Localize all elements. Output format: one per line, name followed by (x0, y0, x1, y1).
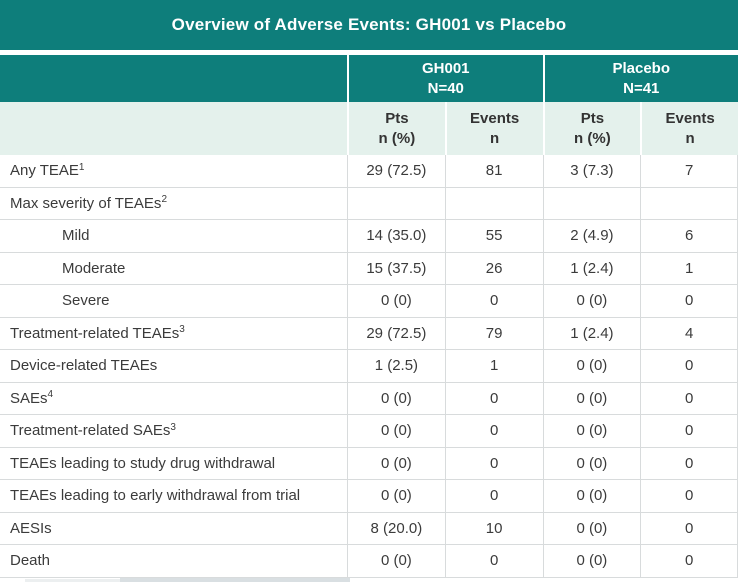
value-cell (543, 188, 641, 220)
row-label: Death (10, 552, 51, 570)
table-row (0, 383, 738, 416)
clipped-footnote (0, 578, 738, 582)
value-cell: 0 (0) (543, 545, 641, 577)
value-cell: 0 (640, 480, 738, 512)
value-cell: 29 (72.5) (347, 318, 445, 350)
table-row (0, 318, 738, 351)
value-cell (640, 188, 738, 220)
value-cell: 1 (2.4) (543, 318, 641, 350)
value-cell: 0 (0) (543, 415, 641, 447)
row-label: SAEs $^4$ (10, 389, 54, 407)
column-header-placebo-events: Events n (640, 102, 738, 155)
value-cell: 6 (640, 220, 738, 252)
table-title: Overview of Adverse Events: GH001 vs Placebo (0, 0, 738, 50)
value-cell: 0 (0) (543, 383, 641, 415)
footnote-marker: 3 (179, 324, 185, 336)
value-cell (347, 188, 445, 220)
row-label: Device-related TEAEs (10, 357, 158, 375)
group-n: N=40 (427, 79, 464, 97)
row-label: Max severity of TEAEs $^2$ (10, 194, 167, 212)
value-cell: 1 (2.5) (347, 350, 445, 382)
value-cell: 0 (0) (543, 480, 641, 512)
row-label: Moderate (62, 259, 126, 277)
row-label: TEAEs leading to study drug withdrawal (10, 454, 276, 472)
group-header-spacer (0, 55, 347, 102)
value-cell: 14 (35.0) (347, 220, 445, 252)
value-cell: 0 (0) (347, 545, 445, 577)
value-cell: 0 (445, 480, 543, 512)
value-cell: 15 (37.5) (347, 253, 445, 285)
value-cell: 1 (445, 350, 543, 382)
column-group-placebo (543, 55, 738, 102)
value-cell: 0 (445, 448, 543, 480)
value-cell: 26 (445, 253, 543, 285)
subheader-spacer (0, 102, 347, 155)
value-cell: 1 (640, 253, 738, 285)
value-cell: 0 (445, 545, 543, 577)
table-row (0, 188, 738, 221)
value-cell: 0 (640, 513, 738, 545)
table-row (0, 545, 738, 578)
group-name: Placebo (612, 59, 671, 77)
table-row (0, 448, 738, 481)
footnote-marker: 1 (78, 161, 85, 173)
value-cell: 0 (0) (543, 350, 641, 382)
table-row (0, 350, 738, 383)
footnote-marker: 3 (170, 421, 176, 433)
value-cell: 3 (7.3) (543, 155, 641, 187)
value-cell (445, 188, 543, 220)
value-cell: 0 (640, 415, 738, 447)
value-cell: 4 (640, 318, 738, 350)
value-cell: 29 (72.5) (347, 155, 445, 187)
clipped-footnote-fragment (120, 578, 350, 582)
value-cell: 0 (0) (347, 383, 445, 415)
table-row (0, 155, 738, 188)
group-header-row (0, 55, 738, 102)
column-header-gh001-events: Events n (445, 102, 543, 155)
value-cell: 8 (20.0) (347, 513, 445, 545)
row-label: Treatment-related TEAEs $^3$ (10, 324, 185, 342)
row-label: TEAEs leading to early withdrawal from trial (10, 487, 301, 505)
subheader-row (0, 102, 738, 155)
table-row (0, 415, 738, 448)
value-cell: 0 (0) (543, 285, 641, 317)
value-cell: 0 (640, 285, 738, 317)
value-cell: 0 (640, 545, 738, 577)
value-cell: 0 (0) (347, 285, 445, 317)
footnote-marker: 4 (47, 389, 54, 401)
column-header-placebo-pts: Pts n (%) (543, 102, 641, 155)
value-cell: 1 (2.4) (543, 253, 641, 285)
table-body (0, 155, 738, 578)
value-cell: 0 (0) (543, 448, 641, 480)
table-row (0, 285, 738, 318)
row-label: Severe (62, 292, 110, 310)
row-label: Treatment-related SAEs $^3$ (10, 421, 176, 440)
row-label: AESIs (10, 519, 52, 537)
value-cell: 0 (445, 285, 543, 317)
value-cell: 79 (445, 318, 543, 350)
value-cell: 55 (445, 220, 543, 252)
value-cell: 0 (445, 415, 543, 447)
table-row (0, 220, 738, 253)
value-cell: 0 (0) (543, 513, 641, 545)
value-cell: 7 (640, 155, 738, 187)
group-n: N=41 (623, 79, 660, 97)
table-row (0, 253, 738, 286)
value-cell: 0 (0) (347, 480, 445, 512)
column-header-gh001-pts: Pts n (%) (347, 102, 445, 155)
group-name: GH001 (421, 59, 470, 77)
row-label: Mild (62, 227, 90, 245)
value-cell: 0 (640, 448, 738, 480)
value-cell: 10 (445, 513, 543, 545)
value-cell: 0 (0) (347, 415, 445, 447)
value-cell: 0 (640, 350, 738, 382)
column-group-gh001 (347, 55, 543, 102)
value-cell: 0 (0) (347, 448, 445, 480)
row-label: Any TEAE $^1$ (10, 161, 85, 180)
value-cell: 81 (445, 155, 543, 187)
value-cell: 0 (445, 383, 543, 415)
value-cell: 2 (4.9) (543, 220, 641, 252)
table-row (0, 480, 738, 513)
footnote-marker: 2 (161, 194, 167, 206)
table-row (0, 513, 738, 546)
value-cell: 0 (640, 383, 738, 415)
